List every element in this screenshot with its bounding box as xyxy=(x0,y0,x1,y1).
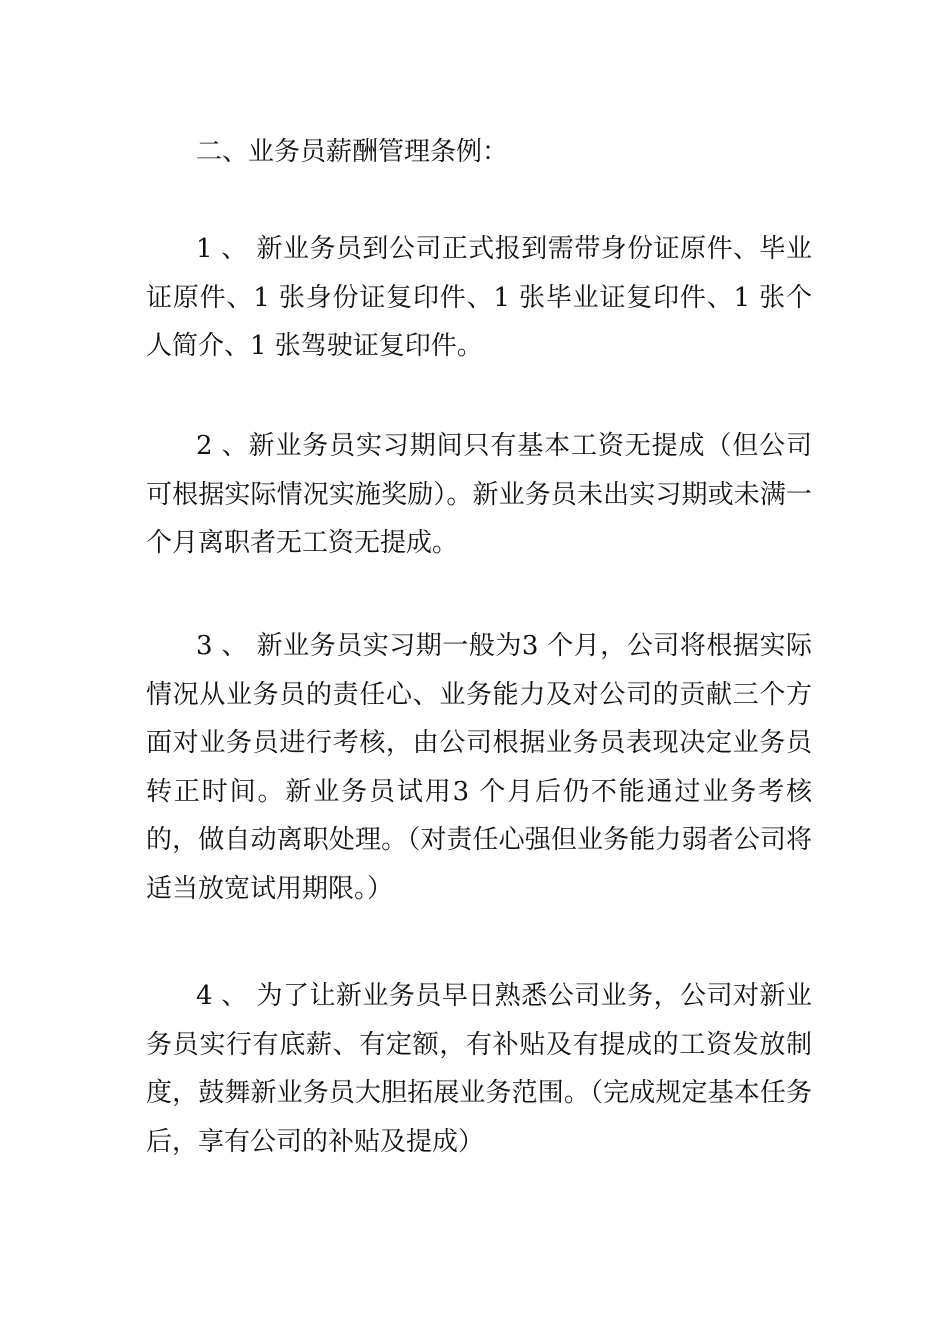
paragraph-4: 4 、 为了让新业务员早日熟悉公司业务，公司对新业务员实行有底薪、有定额，有补贴及有提成的工资发放制度，鼓舞新业务员大胆拓展业务范围。（完成规定基本任务后，享有公司的补贴及提成） xyxy=(146,981,812,1157)
paragraph-2: 2 、新业务员实习期间只有基本工资无提成（但公司可根据实际情况实施奖励）。新业务员未出实习期或未满一个月离职者无工资无提成。 xyxy=(146,431,812,558)
paragraph-1: 1 、 新业务员到公司正式报到需带身份证原件、毕业证原件、1 张身份证复印件、1 张毕业证复印件、1 张个人简介、1 张驾驶证复印件。 xyxy=(146,234,812,361)
section-heading: 二、业务员薪酬管理条例： xyxy=(196,137,509,167)
paragraph-3: 3 、 新业务员实习期一般为3 个月，公司将根据实际情况从业务员的责任心、业务能力及对公司的贡献三个方面对业务员进行考核，由公司根据业务员表现决定业务员转正时间。新业务员试用3 个月后仍不能通过业务考核的，做自动离职处理。（对责任心强但业务能力弱者公司将适当放宽试用期限。） xyxy=(146,631,812,904)
